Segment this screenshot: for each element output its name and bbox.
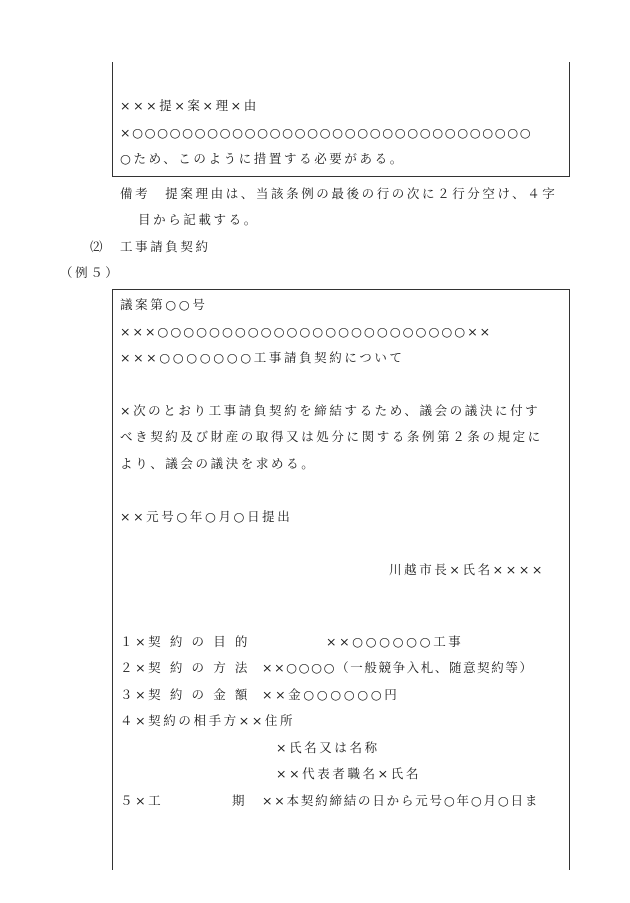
item-4-line-3: ××代表者職名×氏名 [276,766,421,781]
bill-title-line-2: ×××○○○○○○○工事請負契約について [120,350,405,365]
item-5-label: ５×工 [120,793,164,808]
item-3-label: ３×契 約 の 金 額 [120,687,250,702]
item-1-value: ××○○○○○○工事 [326,634,464,649]
example-label: （例５） [60,265,121,280]
reason-heading: ×××提×案×理×由 [120,98,259,113]
signer: 川越市長×氏名×××× [389,562,545,577]
bill-body-line-1: ×次のとおり工事請負契約を締結するため、議会の議決に付す [120,403,541,418]
bill-example-box [112,289,570,870]
item-5-value: ××本契約締結の日から元号○年○月○日ま [262,793,540,808]
note-line-1: 備考 提案理由は、当該条例の最後の行の次に２行分空け、４字 [120,186,558,201]
bill-body-line-3: より、議会の議決を求める。 [120,456,317,471]
note-line-2: 目から記載する。 [138,212,259,227]
item-1-label: １×契 約 の 目 的 [120,634,250,649]
item-3-value: ××金○○○○○○円 [262,687,400,702]
item-2-value: ××○○○○（一般競争入札、随意契約等） [262,660,534,675]
section-number: ⑵ [90,239,106,254]
item-4-label: ４×契約の相手方××住所 [120,713,296,728]
item-2-label: ２×契 約 の 方 法 [120,660,250,675]
bill-body-line-2: べき契約及び財産の取得又は処分に関する条例第２条の規定に [120,429,543,444]
item-5-label-end: 期 [232,793,248,808]
item-4-line-2: ×氏名又は名称 [276,740,380,755]
section-title: 工事請負契約 [120,239,211,254]
reason-line-1: ×○○○○○○○○○○○○○○○○○○○○○○○○○○○○○○○○ [120,125,533,140]
bill-title-line-1: ×××○○○○○○○○○○○○○○○○○○○○○○○○×× [120,324,493,339]
submission-date: ××元号○年○月○日提出 [120,509,293,524]
reason-line-2: ○ため、このように措置する必要がある。 [120,151,405,166]
bill-number: 議案第○○号 [120,297,208,312]
